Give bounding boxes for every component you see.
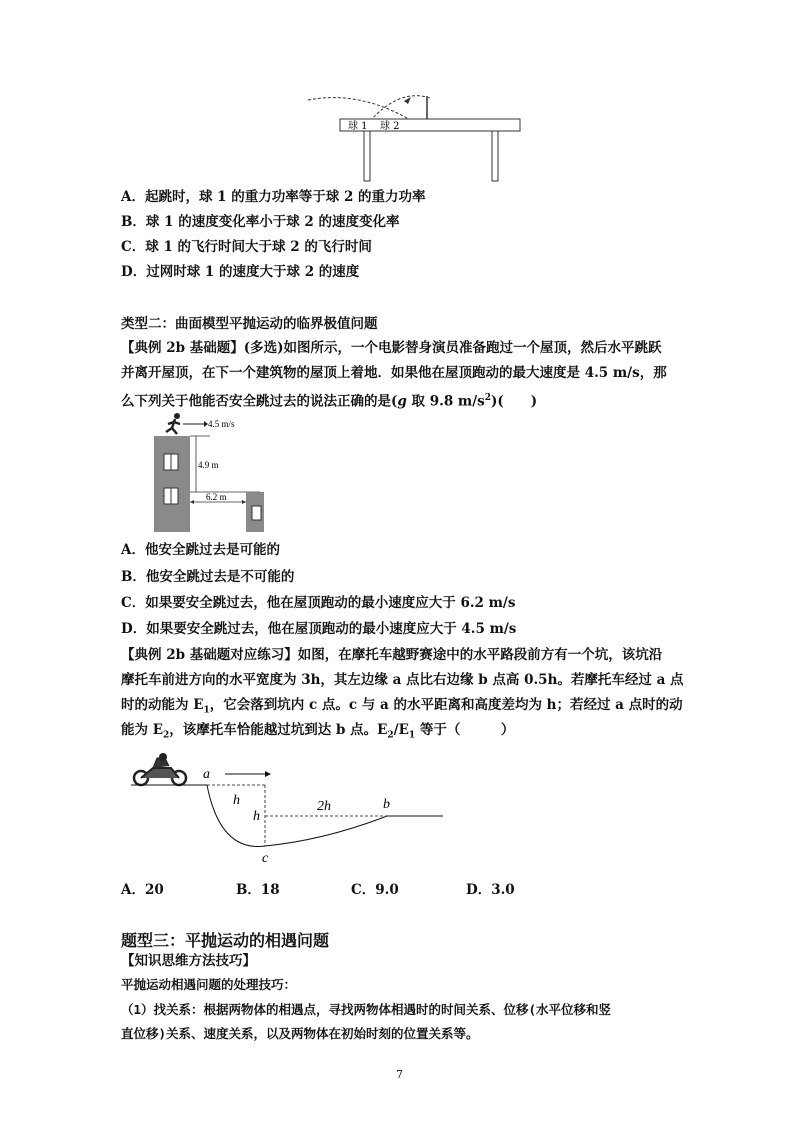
method-point1-line1: （1）找关系：根据两物体的相遇点，寻找两物体相遇时的时间关系、位移(水平位移和竖 — [121, 1002, 612, 1017]
label-a: a — [203, 767, 210, 782]
example2b-line3: 么下列关于他能否安全跳过去的说法正确的是(g 取 9.8 $m/s^2$)( ) — [121, 393, 538, 410]
type2-heading: 类型二：曲面模型平抛运动的临界极值问题 — [121, 316, 378, 332]
ball2-label: 球 2 — [380, 121, 400, 132]
q1-option-c: C．球 1 的飞行时间大于球 2 的飞行时间 — [121, 239, 372, 255]
label-2h: 2h — [317, 799, 331, 814]
ball2-trajectory — [370, 96, 430, 121]
pit-figure — [125, 752, 455, 867]
q3-option-c: C．9.0 — [351, 882, 399, 898]
label-h2: h — [253, 809, 260, 824]
q2-option-a: A．他安全跳过去是可能的 — [121, 542, 280, 558]
practice2b-line1: 【典例 2b 基础题对应练习】如图，在摩托车越野赛途中的水平路段前方有一个坑，该坑沿 — [121, 647, 663, 663]
net — [426, 96, 428, 120]
type3-heading: 题型三：平抛运动的相遇问题 — [121, 931, 330, 950]
q2-option-b: B．他安全跳过去是不可能的 — [121, 569, 295, 585]
ball1-label: 球 1 — [348, 121, 368, 132]
speed-label: 4.5 m/s — [208, 419, 235, 429]
practice2b-line4: 能为 $E_2$，该摩托车恰能越过坑到达 b 点。$E_2/E_1$ 等于（ ） — [121, 722, 515, 741]
q1-option-b: B．球 1 的速度变化率小于球 2 的速度变化率 — [121, 214, 400, 230]
label-h1: h — [233, 793, 240, 808]
motorcycle-icon — [134, 753, 186, 785]
q1-option-d: D．过网时球 1 的速度大于球 2 的速度 — [121, 264, 360, 280]
left-building — [154, 436, 190, 532]
method-title: 平抛运动相遇问题的处理技巧： — [121, 977, 297, 992]
q3-option-a: A．20 — [121, 882, 164, 898]
method-tag: 【知识思维方法技巧】 — [121, 953, 256, 969]
q3-option-b: B．18 — [236, 882, 280, 898]
height-label: 4.9 m — [198, 460, 219, 470]
example2b-line2: 并离开屋顶，在下一个建筑物的屋顶上着地．如果他在屋顶跑动的最大速度是 4.5 m/s，那 — [121, 365, 667, 381]
table-figure — [300, 88, 530, 183]
practice2b-line3: 时的动能为 $E_1$，它会落到坑内 c 点。c 与 a 的水平距离和高度差均为 h；若经过 a 点时的动 — [121, 697, 683, 716]
trajectory-arrow — [404, 97, 411, 104]
method-point1-line2: 直位移)关系、速度关系，以及两物体在初始时刻的位置关系等。 — [121, 1026, 479, 1041]
page-number: 7 — [396, 1068, 403, 1081]
q1-option-a: A．起跳时，球 1 的重力功率等于球 2 的重力功率 — [121, 189, 426, 205]
example2b-tag: 【典例 2b 基础题】 — [121, 340, 244, 356]
practice2b-line2: 摩托车前进方向的水平宽度为 3h，其左边缘 a 点比右边缘 b 点高 0.5h。若摩托车经过 a 点 — [121, 672, 684, 688]
ball1-trajectory — [308, 98, 412, 121]
q2-option-d: D．如果要安全跳过去，他在屋顶跑动的最小速度应大于 4.5 m/s — [121, 621, 517, 637]
label-c: c — [262, 851, 269, 866]
table-leg-right — [492, 131, 498, 181]
practice2b-tag: 【典例 2b 基础题对应练习】 — [121, 647, 298, 663]
label-b: b — [383, 797, 390, 812]
runner-icon — [166, 413, 180, 434]
table-leg-left — [364, 131, 370, 181]
q2-option-c: C．如果要安全跳过去，他在屋顶跑动的最小速度应大于 6.2 m/s — [121, 595, 516, 611]
q3-option-d: D．3.0 — [466, 882, 515, 898]
example2b-line1: 【典例 2b 基础题】(多选)如图所示，一个电影替身演员准备跑过一个屋顶，然后水平跳跃 — [121, 340, 662, 356]
building-figure — [150, 410, 280, 535]
gap-label: 6.2 m — [206, 492, 227, 502]
